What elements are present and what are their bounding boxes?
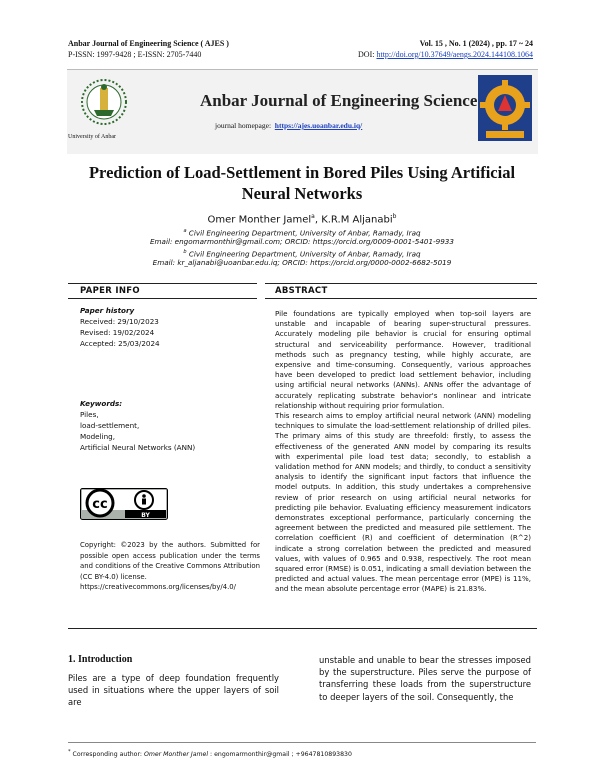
paper-title: Prediction of Load-Settlement in Bored Piles Using Artificial Neural Networks (88, 163, 516, 203)
homepage-label: journal homepage: (215, 121, 272, 130)
issn-line: P-ISSN: 1997-9428 ; E-ISSN: 2705-7440 (68, 50, 202, 59)
affil-b-text: Civil Engineering Department, University of Anbar, Ramady, Iraq (186, 249, 421, 259)
affil-b-sup: b (183, 249, 187, 255)
affil-a-sup: a (183, 228, 187, 234)
copyright-notice (80, 540, 260, 593)
doi-label: DOI: (358, 50, 375, 59)
footnote-contact: : engomarmonthir@gmail ; +9647810893830 (208, 751, 352, 759)
history-heading: Paper history (80, 306, 135, 315)
cc-by-license-icon[interactable] (80, 488, 168, 520)
abstract-rule (265, 298, 537, 299)
email-a: Email: engomarmonthir@gmail.com; ORCID: https://orcid.org/0009-0001-5401-9933 (150, 237, 454, 246)
doi-link[interactable]: http://doi.org/10.37649/aengs.2024.144108.1064 (376, 50, 533, 59)
footnote-author: Omer Monther Jamel (143, 751, 209, 759)
introduction-heading: 1. Introduction (68, 654, 133, 665)
introduction-left-column: Piles are a type of deep foundation frequently used in situations where the upper layers of soil are (68, 673, 279, 708)
copyright-text: Copyright: ©2023 by the authors. Submitted for possible open access publication under the terms and conditions of the Creative Commons Attribution (CC BY-4.0) license. (80, 541, 260, 581)
footnote-star: * (68, 749, 71, 755)
journal-title: Anbar Journal of Engineering Science (200, 91, 478, 110)
author-1: Omer Monther Jamel (207, 214, 312, 226)
introduction-right-column: unstable and unable to bear the stresses imposed by the superstructure. Piles serve the purpose of transferring these loads from the superstructure to deeper layers of the soil. Consequently, the (319, 655, 531, 702)
footnote-rule (68, 742, 536, 743)
journal-meta (68, 38, 229, 60)
author-line (68, 213, 536, 225)
received-date: Received: 29/10/2023 (80, 317, 159, 326)
doi-line (358, 49, 533, 60)
abstract-paragraph-1: Pile foundations are typically employed when top-soil layers are unstable and incapable of bearing super-structural pressures. Accurately modeling pile behavior is crucial for ensuring optimal structural and serviceability performance. However, traditional methods such as pregnancy testing, while highly accurate, are expensive and time-consuming. Consequently, various approaches have been developed to predict load settlement behavior, including using artificial neural networks (ANNs). ANNs offer the advantage of accurately replicating substrate behavior's nonlinear and intricate relationship without requiring prior formulation. (275, 309, 531, 410)
university-label: University of Anbar (68, 134, 116, 140)
paper-info-top-rule (68, 283, 257, 284)
issue-meta (358, 38, 533, 60)
paper-history (80, 305, 260, 349)
paper-info-heading: PAPER INFO (80, 286, 140, 296)
affil-a-text: Civil Engineering Department, University of Anbar, Ramady, Iraq (186, 228, 421, 238)
corresponding-author-footnote (68, 749, 352, 758)
journal-homepage (215, 121, 362, 130)
abstract-paragraph-2: This research aims to employ artificial neural network (ANN) modeling techniques to simulate the load-settlement relationship of drilled piles. The primary aims of this study are threefold: firstly, to assess the effectiveness of the generated ANN model by comparing its results with experimental pile load test data; secondly, to establish a validation method for ANN models; and thirdly, to conduct a sensitivity analysis to identify the significant input factors that influence the model outputs. In addition, this study undertakes a comprehensive review of prior research on using artificial neural networks for predicting pile behavior. Evaluating efficiency measurement indicators demonstrates exceptional performance, particularly concerning the agreement between the predicted and measured pile settlement. The correlation coefficient (R) and coefficient of determination (R^2) indicate a strong correlation between the predicted and measured values, with values of 0.965 and 0.938, respectively. The root mean squared error (RMSE) is 0.051, indicating a small deviation between the predicted and actual values. The mean percentage error (MPE) is 11%, and the mean absolute percentage error (MAPE) is 21.83%. (275, 411, 531, 594)
author-separator: , (314, 214, 322, 226)
homepage-link[interactable]: https://ajes.uoanbar.edu.iq/ (274, 121, 363, 130)
revised-date: Revised: 19/02/2024 (80, 328, 155, 337)
license-url[interactable]: https://creativecommons.org/licenses/by/4.0/ (80, 583, 236, 591)
journal-short-name: Anbar Journal of Engineering Science ( AJES ) (68, 39, 229, 48)
volume-info: Vol. 15 , No. 1 (2024) , pp. 17 ~ 24 (419, 39, 533, 48)
university-logo-icon (78, 76, 130, 132)
abstract-bottom-rule (68, 628, 537, 629)
ajes-logo-icon (478, 75, 532, 141)
keywords-block (80, 398, 260, 453)
accepted-date: Accepted: 25/03/2024 (80, 339, 160, 348)
cc-by-label: BY (141, 512, 150, 519)
keywords-heading: Keywords: (80, 399, 123, 408)
author-1-sup: a (311, 213, 315, 220)
author-2: K.R.M Aljanabi (321, 214, 393, 226)
abstract-heading: ABSTRACT (275, 286, 328, 296)
abstract-top-rule (265, 283, 537, 284)
keyword: Artificial Neural Networks (ANN) (80, 443, 196, 452)
journal-header-band (67, 69, 538, 154)
paper-info-rule (68, 298, 257, 299)
footnote-label: Corresponding author: (70, 751, 144, 759)
author-2-sup: b (392, 213, 397, 220)
keyword: Modeling, (80, 432, 115, 441)
email-b: Email: kr_aljanabi@uoanbar.edu.iq; ORCID: https://orcid.org/0000-0002-6682-5019 (152, 258, 452, 267)
abstract-body (275, 309, 531, 595)
keyword: Piles, (80, 410, 99, 419)
keyword: load-settlement, (80, 421, 140, 430)
svg-text:cc: cc (92, 497, 108, 512)
